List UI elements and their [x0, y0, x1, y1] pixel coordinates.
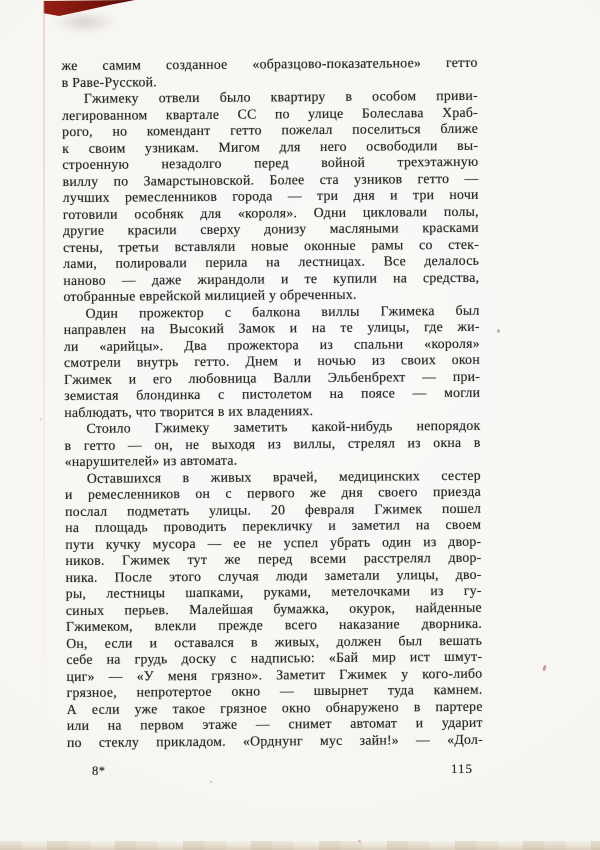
text-line: по стеклу прикладом. «Орднунг мус зайн!» — «Дол-: [66, 731, 483, 750]
corner-shadow: [42, 8, 127, 36]
text-line: ников. Гжимек тут же перед всеми расстрелял двор-: [65, 549, 482, 569]
text-line: в гетто — он, не выходя из виллы, стрелял из окна в: [64, 434, 481, 453]
paragraph: [65, 467, 483, 751]
text-line: лучших ремесленников города — три дня и три ночи: [62, 186, 479, 206]
scan-speck: [40, 418, 42, 421]
text-line: ли «арийцы». Два прожектора из спальни «короля»: [63, 335, 480, 354]
text-line: земистая блондинка с пистолетом на поясе — могли: [64, 384, 481, 404]
scan-speck: [210, 781, 212, 783]
page-bottom-edge: [0, 841, 600, 850]
page-text-block: [62, 55, 483, 751]
text-line: «нарушителей» из автомата.: [64, 452, 238, 470]
text-line: себе на грудь доску с надписью: «Бай мир ист шмут-: [66, 648, 483, 668]
text-line: и ремесленников он с первого же дня своего приезда: [64, 483, 482, 503]
text-line: же самим созданное «образцово-показательное» гетто: [61, 54, 478, 74]
page-crease-line: [43, 0, 45, 720]
text-line: Стоило Гжимеку заметить какой-нибудь непорядок: [86, 417, 481, 436]
text-line: готовили особняк для «короля». Одни цикловали полы,: [62, 203, 479, 222]
text-line: лами, полировали перила на лестницах. Все делалось: [63, 252, 480, 272]
text-line: легированном квартале СС по улице Болеслава Храб-: [61, 104, 479, 123]
text-line: А если уже такое грязное окно обнаружено в партере: [66, 698, 483, 717]
paragraph: [62, 55, 478, 91]
text-line: Гжимеком, влекли прежде всего наказание дворника.: [65, 615, 483, 635]
text-line: Гжимек и его любовница Валли Эльбенбрехт — при-: [64, 368, 481, 387]
text-line: другие красили сверху донизу масляными красками: [62, 219, 479, 239]
text-line: Гжимеку отвели было квартиру в особом приви-: [83, 87, 478, 106]
text-line: виллу по Замарстыновской. Более ста узников гетто —: [62, 170, 479, 189]
text-line: ника. После этого случая люди заметали улицы, дво-: [65, 566, 482, 585]
text-line: или на первом этаже — снимет автомат и ударит: [66, 714, 483, 734]
text-line: Он, если и оставался в живых, должен был вешать: [66, 632, 483, 651]
page-number: 115: [451, 761, 474, 776]
scan-speck: [497, 329, 500, 333]
text-line: Оставшихся в живых врачей, медицинских сестер: [86, 467, 481, 486]
paragraph: [62, 88, 480, 306]
text-line: к своим узникам. Мигом для него освободили вы-: [62, 137, 479, 156]
text-line: на площадь проводить перекличку и заметил на своем: [65, 516, 482, 536]
text-line: смотрели внутрь гетто. Днем и ночью из своих окон: [63, 351, 480, 371]
text-line: ры, лестницы шапками, руками, метелочками из гу-: [65, 582, 482, 602]
text-line: пути кучку мусора — ее не успел убрать один из двор-: [65, 533, 482, 552]
text-line: синых перьев. Малейшая бумажка, окурок, найденные: [65, 599, 482, 618]
text-line: стены, третьи вставляли новые оконные рамы со стек-: [62, 236, 480, 255]
text-line: строенную незадолго перед войной трехэтажную: [62, 153, 479, 173]
text-line: направлен на Высокий Замок и на те улицы, где жи-: [63, 318, 480, 338]
scan-speck: [542, 665, 547, 672]
paragraph: [64, 302, 481, 421]
scan-speck: [358, 840, 361, 842]
text-line: наново — даже жирандоли и те купили на средства,: [63, 269, 480, 288]
text-line: Один прожектор с балкона виллы Гжимека был: [85, 302, 480, 321]
text-line: грязное, непротертое окно — швырнет туда камнем.: [66, 681, 483, 701]
text-line: наблюдать, что творится в их владениях.: [64, 402, 314, 420]
text-line: отобранные еврейской милицией у обреченных.: [63, 286, 357, 305]
text-line: циг» — «У меня грязно». Заметит Гжимек у кого-либо: [66, 665, 483, 684]
printer-signature: 8*: [92, 764, 106, 778]
text-line: рого, но комендант гетто пожелал поселиться ближе: [62, 120, 479, 140]
text-line: послал подметать улицы. 20 февраля Гжимек пошел: [65, 500, 482, 519]
paragraph: [64, 418, 480, 471]
text-line: в Раве-Русской.: [61, 73, 158, 90]
